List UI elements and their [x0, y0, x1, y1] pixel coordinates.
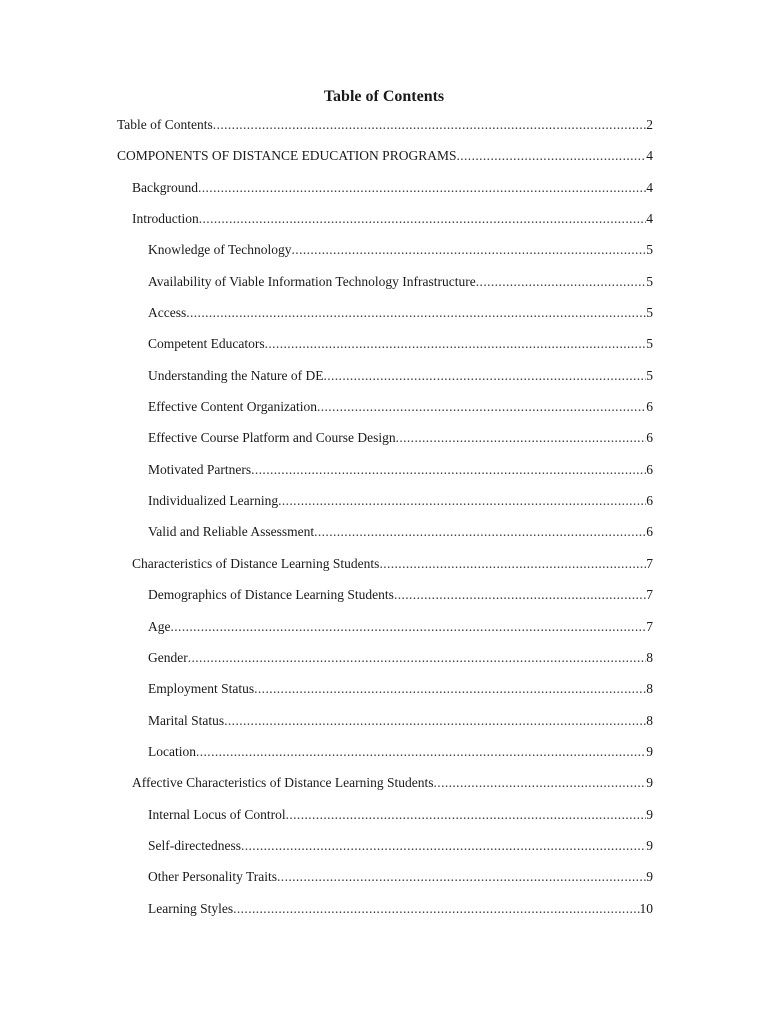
dot-leader	[198, 177, 646, 199]
toc-entry-label: Age	[148, 618, 171, 634]
toc-entry[interactable]	[117, 678, 653, 709]
dot-leader	[171, 616, 647, 638]
toc-entry[interactable]	[117, 804, 653, 835]
toc-entry[interactable]	[117, 741, 653, 772]
dot-leader	[224, 710, 646, 732]
toc-entry[interactable]	[117, 239, 653, 270]
toc-entry-label: Knowledge of Technology	[148, 242, 292, 258]
toc-entry-label: Characteristics of Distance Learning Students	[132, 555, 380, 571]
toc-entry-label: Motivated Partners	[148, 461, 252, 477]
dot-leader	[286, 804, 647, 826]
toc-entry-label: Gender	[148, 649, 188, 665]
toc-entry[interactable]	[117, 177, 653, 208]
toc-entry-label: Affective Characteristics of Distance Learning Students	[132, 775, 434, 791]
dot-leader	[188, 647, 647, 669]
toc-entry-page-number: 8	[646, 681, 653, 697]
dot-leader	[241, 835, 646, 857]
toc-entry-label: Effective Content Organization	[148, 399, 317, 415]
toc-entry-page-number: 4	[646, 179, 653, 195]
toc-entry-page-number: 6	[646, 524, 653, 540]
dot-leader	[199, 208, 647, 230]
toc-entry-label: Background	[132, 179, 198, 195]
toc-entry-page-number: 4	[646, 148, 653, 164]
dot-leader	[233, 898, 639, 920]
toc-entry-label: Understanding the Nature of DE	[148, 367, 324, 383]
dot-leader	[396, 427, 647, 449]
toc-entry-label: COMPONENTS OF DISTANCE EDUCATION PROGRAMS	[117, 148, 457, 164]
toc-entry-label: Competent Educators	[148, 336, 265, 352]
toc-entry-page-number: 6	[646, 399, 653, 415]
toc-entry[interactable]	[117, 302, 653, 333]
toc-entry[interactable]	[117, 459, 653, 490]
toc-entry-page-number: 8	[646, 649, 653, 665]
dot-leader	[314, 521, 646, 543]
toc-entry-label: Individualized Learning	[148, 493, 279, 509]
toc-entry-page-number: 6	[646, 493, 653, 509]
dot-leader	[196, 741, 646, 763]
toc-entry-page-number: 9	[646, 869, 653, 885]
toc-entry-label: Other Personality Traits	[148, 869, 278, 885]
dot-leader	[476, 271, 646, 293]
toc-entry-page-number: 5	[646, 242, 653, 258]
toc-entry[interactable]	[117, 553, 653, 584]
toc-entry-label: Learning Styles	[148, 900, 234, 916]
toc-list	[117, 114, 653, 929]
toc-entry-page-number: 5	[646, 273, 653, 289]
toc-entry-page-number: 9	[646, 806, 653, 822]
toc-entry-page-number: 2	[646, 117, 653, 132]
toc-entry-page-number: 7	[646, 618, 653, 634]
toc-entry-page-number: 9	[646, 775, 653, 791]
toc-entry-label: Valid and Reliable Assessment	[148, 524, 315, 540]
dot-leader	[317, 396, 646, 418]
toc-entry-label: Marital Status	[148, 712, 225, 728]
toc-entry-page-number: 5	[646, 336, 653, 352]
toc-entry[interactable]	[117, 584, 653, 615]
toc-entry-page-number: 4	[646, 211, 653, 227]
dot-leader	[265, 333, 647, 355]
toc-entry-label: Self-directedness	[148, 837, 241, 853]
dot-leader	[251, 459, 646, 481]
toc-entry[interactable]	[117, 866, 653, 897]
toc-entry-page-number: 6	[646, 430, 653, 446]
dot-leader	[379, 553, 646, 575]
toc-entry-label: Employment Status	[148, 681, 255, 697]
toc-entry-label: Introduction	[132, 211, 199, 227]
toc-entry[interactable]	[117, 396, 653, 427]
toc-entry[interactable]	[117, 710, 653, 741]
toc-entry-label: Table of Contents	[117, 117, 213, 132]
dot-leader	[434, 772, 647, 794]
page-title: Table of Contents	[323, 88, 445, 105]
toc-entry-page-number: 5	[646, 305, 653, 321]
dot-leader	[254, 678, 646, 700]
toc-entry[interactable]	[117, 365, 653, 396]
dot-leader	[213, 114, 646, 136]
toc-entry-label: Location	[148, 743, 196, 759]
toc-entry-page-number: 8	[646, 712, 653, 728]
toc-entry[interactable]	[117, 521, 653, 552]
toc-entry-page-number: 9	[646, 837, 653, 853]
dot-leader	[456, 145, 646, 167]
toc-entry[interactable]	[117, 835, 653, 866]
dot-leader	[394, 584, 646, 606]
toc-entry[interactable]	[117, 271, 653, 302]
toc-entry-label: Effective Course Platform and Course Design	[148, 430, 396, 446]
dot-leader	[323, 365, 646, 387]
toc-entry[interactable]	[117, 427, 653, 458]
toc-entry[interactable]	[117, 333, 653, 364]
dot-leader	[186, 302, 646, 324]
toc-entry[interactable]	[117, 772, 653, 803]
dot-leader	[277, 866, 646, 888]
toc-entry-label: Demographics of Distance Learning Students	[148, 587, 394, 603]
toc-entry-page-number: 7	[646, 555, 653, 571]
toc-entry[interactable]	[117, 208, 653, 239]
toc-entry[interactable]	[117, 490, 653, 521]
toc-entry-page-number: 6	[646, 461, 653, 477]
toc-entry-page-number: 10	[639, 900, 653, 916]
dot-leader	[292, 239, 647, 261]
toc-entry[interactable]	[117, 616, 653, 647]
toc-entry[interactable]	[117, 145, 653, 176]
toc-entry[interactable]	[117, 898, 653, 929]
toc-entry-page-number: 7	[646, 587, 653, 603]
toc-entry-label: Internal Locus of Control	[148, 806, 286, 822]
toc-entry[interactable]	[117, 114, 653, 145]
toc-entry[interactable]	[117, 647, 653, 678]
toc-entry-page-number: 5	[646, 367, 653, 383]
toc-entry-label: Availability of Viable Information Technology Infrastructure	[148, 273, 476, 289]
toc-entry-label: Access	[148, 305, 187, 321]
toc-entry-page-number: 9	[646, 743, 653, 759]
dot-leader	[278, 490, 646, 512]
